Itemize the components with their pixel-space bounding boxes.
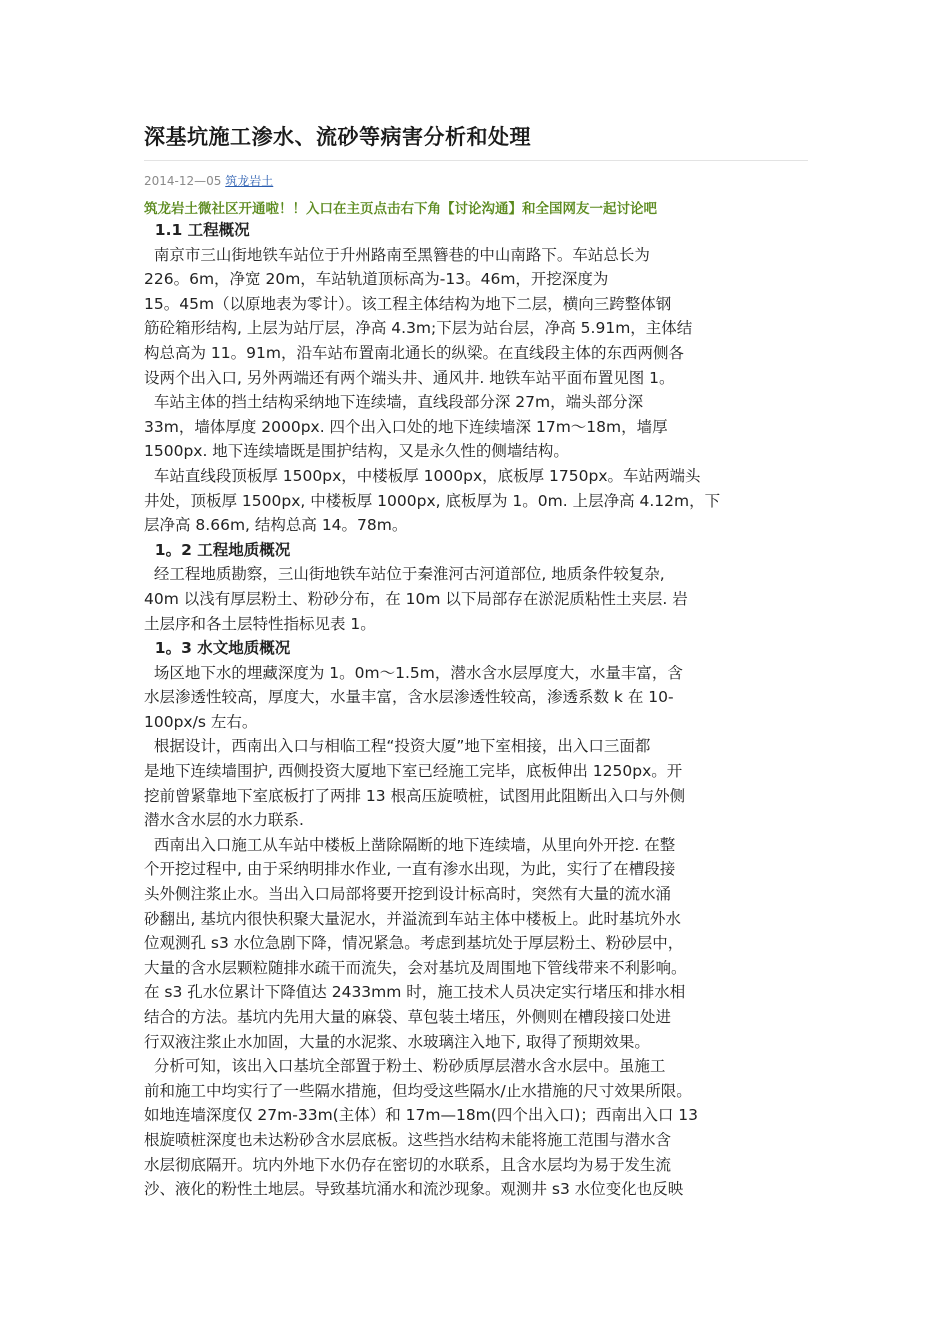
paragraph-line: 水层彻底隔开。坑内外地下水仍存在密切的水联系，且含水层均为易于发生流	[144, 1155, 672, 1174]
article-meta	[144, 172, 273, 189]
paragraph-line: 沙、液化的粉性土地层。导致基坑涌水和流沙现象。观测井 s3 水位变化也反映	[144, 1180, 684, 1199]
paragraph-line: 潜水含水层的水力联系.	[144, 811, 304, 830]
paragraph-line: 1500px. 地下连续墙既是围护结构，又是永久性的侧墙结构。	[144, 442, 569, 461]
paragraph-line: 车站主体的挡土结构采纳地下连续墙，直线段部分深 27m，端头部分深	[144, 393, 644, 412]
paragraph-line: 筋砼箱形结构, 上层为站厅层，净高 4.3m;下层为站台层，净高 5.91m，主体结	[144, 319, 693, 338]
paragraph-line: 行双液注浆止水加固，大量的水泥浆、水玻璃注入地下, 取得了预期效果。	[144, 1032, 650, 1051]
paragraph-line: 车站直线段顶板厚 1500px，中楼板厚 1000px，底板厚 1750px。车站两端头	[144, 466, 701, 485]
paragraph-line: 226。6m，净宽 20m，车站轨道顶标高为-13。46m，开挖深度为	[144, 270, 609, 289]
paragraph-line: 场区地下水的埋藏深度为 1。0m～1.5m，潜水含水层厚度大，水量丰富，含	[144, 663, 683, 682]
publish-date: 2014-12—05	[144, 174, 222, 188]
author-link[interactable]: 筑龙岩土	[225, 174, 274, 188]
article-body	[144, 218, 808, 1202]
paragraph-line: 挖前曾紧靠地下室底板打了两排 13 根高压旋喷桩，试图用此阻断出入口与外侧	[144, 786, 686, 805]
paragraph-line: 33m，墙体厚度 2000px. 四个出入口处的地下连续墙深 17m～18m，墙厚	[144, 417, 668, 436]
paragraph-line: 位观测孔 s3 水位急剧下降，情况紧急。考虑到基坑处于厚层粉土、粉砂层中，	[144, 934, 684, 953]
section-heading: 1。2 工程地质概况	[144, 540, 291, 559]
promo-banner: 筑龙岩土微社区开通啦！！入口在主页点击右下角【讨论沟通】和全国网友一起讨论吧	[144, 201, 657, 217]
paragraph-line: 层净高 8.66m, 结构总高 14。78m。	[144, 516, 408, 535]
paragraph-line: 经工程地质勘察，三山街地铁车站位于秦淮河古河道部位, 地质条件较复杂,	[144, 565, 665, 584]
paragraph-line: 大量的含水层颗粒随排水疏干而流失，会对基坑及周围地下管线带来不利影响。	[144, 958, 687, 977]
paragraph-line: 南京市三山街地铁车站位于升州路南至黑簪巷的中山南路下。车站总长为	[144, 245, 650, 264]
paragraph-line: 15。45m（以原地表为零计）。该工程主体结构为地下二层，横向三跨整体钢	[144, 294, 672, 313]
paragraph-line: 根据设计，西南出入口与相临工程“投资大厦”地下室相接，出入口三面都	[144, 737, 651, 756]
paragraph-line: 土层序和各土层特性指标见表 1。	[144, 614, 376, 633]
paragraph-line: 结合的方法。基坑内先用大量的麻袋、草包装土堵压，外侧则在槽段接口处进	[144, 1008, 672, 1026]
paragraph-line: 40m 以浅有厚层粉土、粉砂分布，在 10m 以下局部存在淤泥质粘性土夹层. 岩	[144, 589, 688, 608]
paragraph-line: 100px/s 左右。	[144, 712, 258, 731]
paragraph-line: 水层渗透性较高，厚度大，水量丰富，含水层渗透性较高，渗透系数 k 在 10-	[144, 688, 674, 707]
section-heading: 1。3 水文地质概况	[144, 639, 291, 658]
paragraph-line: 设两个出入口, 另外两端还有两个端头井、通风井. 地铁车站平面布置见图 1。	[144, 368, 675, 387]
article-title: 深基坑施工渗水、流砂等病害分析和处理	[144, 125, 531, 149]
paragraph-line: 分析可知，该出入口基坑全部置于粉土、粉砂质厚层潜水含水层中。虽施工	[144, 1057, 666, 1076]
paragraph-line: 根旋喷桩深度也未达粉砂含水层底板。这些挡水结构未能将施工范围与潜水含	[144, 1130, 672, 1149]
paragraph-line: 砂翻出, 基坑内很快积聚大量泥水，并溢流到车站主体中楼板上。此时基坑外水	[144, 909, 681, 928]
title-divider	[144, 160, 808, 161]
paragraph-line: 在 s3 孔水位累计下降值达 2433mm 时，施工技术人员决定实行堵压和排水相	[144, 983, 686, 1002]
paragraph-line: 井处，顶板厚 1500px, 中楼板厚 1000px, 底板厚为 1。0m. 上层净高 4.12m，下	[144, 491, 721, 510]
paragraph-line: 前和施工中均实行了一些隔水措施，但均受这些隔水/止水措施的尺寸效果所限。	[144, 1081, 692, 1100]
paragraph-line: 如地连墙深度仅 27m-33m(主体）和 17m—18m(四个出入口)；西南出入口 13	[144, 1106, 699, 1125]
paragraph-line: 头外侧注浆止水。当出入口局部将要开挖到设计标高时，突然有大量的流水涌	[144, 885, 672, 904]
paragraph-line: 构总高为 11。91m，沿车站布置南北通长的纵梁。在直线段主体的东西两侧各	[144, 343, 684, 362]
paragraph-line: 个开挖过程中, 由于采纳明排水作业, 一直有渗水出现，为此，实行了在槽段接	[144, 860, 676, 879]
section-heading: 1.1 工程概况	[144, 221, 250, 239]
paragraph-line: 西南出入口施工从车站中楼板上凿除隔断的地下连续墙，从里向外开挖. 在整	[144, 835, 676, 854]
paragraph-line: 是地下连续墙围护, 西侧投资大厦地下室已经施工完毕，底板伸出 1250px。开	[144, 762, 683, 781]
